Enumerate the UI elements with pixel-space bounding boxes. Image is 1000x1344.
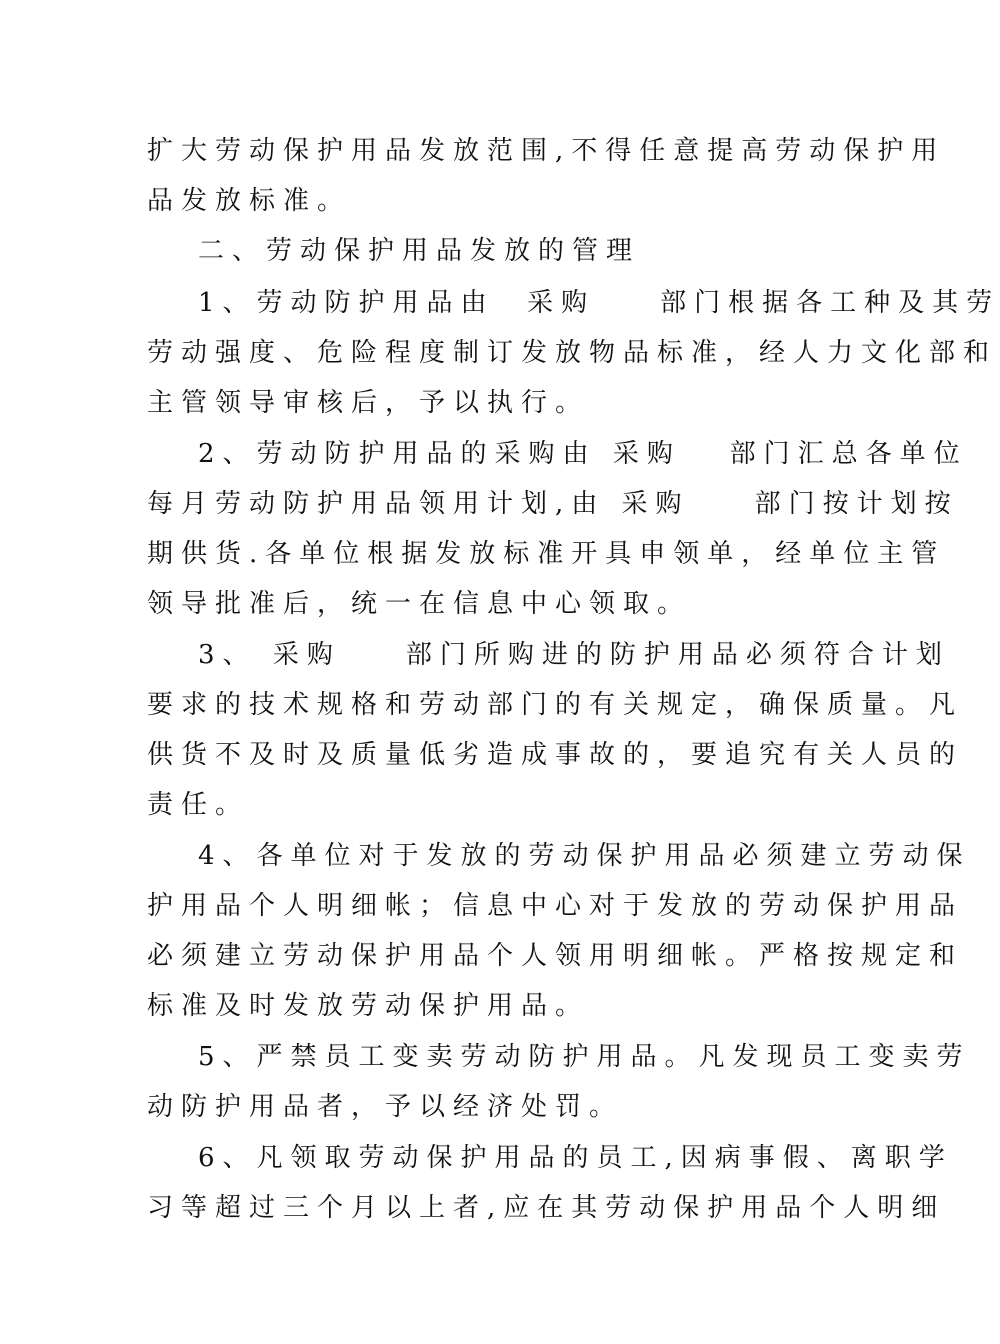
text-line: 4、各单位对于发放的劳动保护用品必须建立劳动保	[198, 841, 971, 871]
text-line: 必须建立劳动保护用品个人领用明细帐。严格按规定和	[147, 941, 964, 971]
text-line: 供货不及时及质量低劣造成事故的，要追究有关人员的	[147, 740, 964, 770]
text-line: 习等超过三个月以上者,应在其劳动保护用品个人明细	[147, 1193, 946, 1223]
text-line: 劳动强度、危险程度制订发放物品标准，经人力文化部和	[147, 338, 998, 368]
item1-prefix: 1、劳动防护用品由	[198, 288, 495, 318]
text-line	[198, 434, 968, 474]
text-line: 扩大劳动保护用品发放范围,不得任意提高劳动保护用	[147, 136, 946, 166]
text-line: 5、严禁员工变卖劳动防护用品。凡发现员工变卖劳	[198, 1042, 971, 1072]
text-line: 领导批准后，统一在信息中心领取。	[147, 589, 692, 619]
text-line: 责任。	[147, 790, 250, 820]
text-line: 品发放标准。	[147, 186, 352, 216]
item3-fill-blank: 采购	[272, 640, 341, 670]
item2-fill-blank-2: 采购	[621, 489, 690, 519]
item2-suffix: 部门汇总各单位	[729, 439, 968, 469]
text-line: 动防护用品者，予以经济处罚。	[147, 1092, 624, 1122]
item1-suffix: 部门根据各工种及其劳	[660, 288, 1000, 318]
item1-fill-blank: 采购	[527, 288, 596, 318]
text-line	[147, 484, 959, 524]
item2-suffix-2: 部门按计划按	[754, 489, 959, 519]
item3-prefix: 3、	[198, 640, 257, 670]
item2-fill-blank: 采购	[612, 439, 681, 469]
text-line: 护用品个人明细帐；信息中心对于发放的劳动保护用品	[147, 891, 964, 921]
item2-prefix: 2、劳动防护用品的采购由	[198, 439, 597, 469]
text-line: 要求的技术规格和劳动部门的有关规定，确保质量。凡	[147, 690, 964, 720]
item3-suffix: 部门所购进的防护用品必须符合计划	[405, 640, 950, 670]
text-fragment: 每月劳动防护用品领用计划,由	[147, 489, 606, 519]
text-line: 标准及时发放劳动保护用品。	[147, 991, 590, 1021]
text-line: 主管领导审核后，予以执行。	[147, 388, 590, 418]
section-heading: 二、劳动保护用品发放的管理	[198, 236, 641, 266]
text-line: 6、凡领取劳动保护用品的员工,因病事假、离职学	[198, 1143, 953, 1173]
text-line	[198, 635, 950, 675]
text-line	[198, 283, 1000, 323]
text-line: 期供货.各单位根据发放标准开具申领单，经单位主管	[147, 539, 946, 569]
